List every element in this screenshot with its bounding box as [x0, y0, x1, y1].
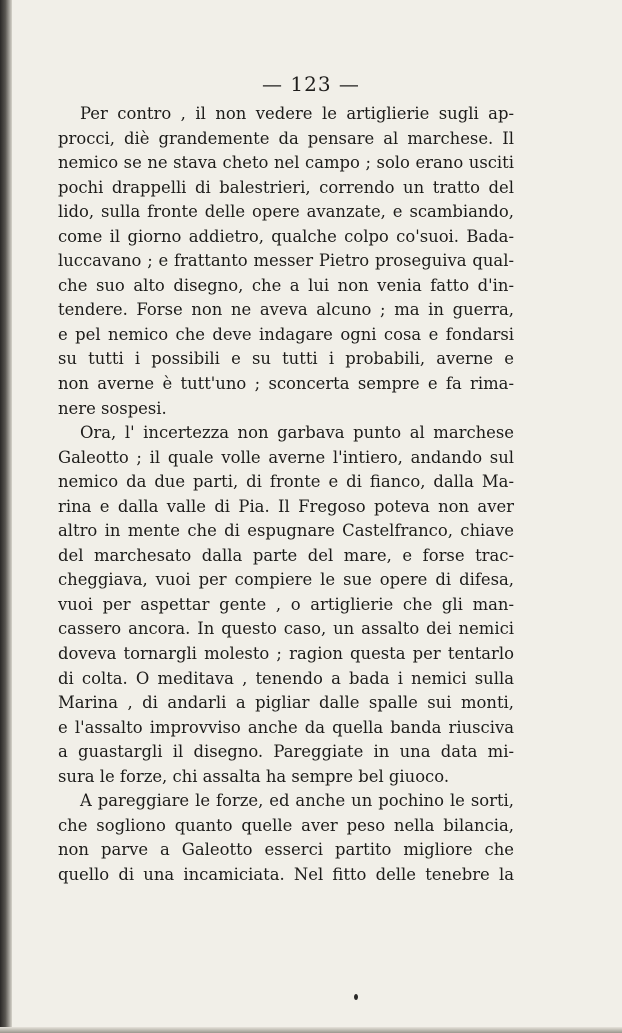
text-line: rina e dalla valle di Pia. Il Fregoso poteva non aver	[58, 496, 514, 516]
text-line: Per contro , il non vedere le artiglierie sugli ap-	[80, 104, 514, 123]
text-line: e pel nemico che deve indagare ogni cosa e fondarsi	[58, 324, 514, 344]
text-line: luccavano ; e frattanto messer Pietro proseguiva qual-	[58, 251, 514, 271]
text-line: di colta. O meditava , tenendo a bada i nemici sulla	[58, 668, 514, 688]
text-line: e l'assalto improvviso anche da quella banda riusciva	[58, 717, 514, 737]
text-line: lido, sulla fronte delle opere avanzate, e scambiando,	[58, 202, 514, 222]
text-line: A pareggiare le forze, ed anche un pochino le sorti,	[80, 791, 514, 811]
text-line: quello di una incamiciata. Nel fitto delle tenebre la	[58, 864, 514, 884]
text-line: non parve a Galeotto esserci partito migliore che	[58, 840, 514, 860]
text-line: nemico da due parti, di fronte e di fianco, dalla Ma-	[58, 472, 514, 492]
text-line: Ora, l' incertezza non garbava punto al marchese	[80, 423, 514, 443]
text-line: cassero ancora. In questo caso, un assalto dei nemici	[58, 619, 514, 639]
text-line: Galeotto ; il quale volle averne l'intiero, andando sul	[58, 447, 514, 467]
text-line: del marchesato dalla parte del mare, e forse trac-	[58, 545, 514, 565]
text-line: pochi drappelli di balestrieri, correndo un tratto del	[58, 177, 514, 197]
page-bottom-edge	[0, 1027, 622, 1033]
page-binding-edge	[0, 0, 12, 1033]
text-line: a guastargli il disegno. Pareggiate in una data mi-	[58, 742, 514, 762]
ink-speck	[354, 994, 358, 1000]
text-line: che suo alto disegno, che a lui non venia fatto d'in-	[58, 275, 514, 295]
text-line: su tutti i possibili e su tutti i probabili, averne e	[58, 349, 514, 369]
text-line: nere sospesi.	[58, 398, 167, 418]
text-line: altro in mente che di espugnare Castelfranco, chiave	[58, 521, 514, 541]
text-line: cheggiava, vuoi per compiere le sue opere di difesa,	[58, 570, 514, 590]
text-line: Marina , di andarli a pigliar dalle spalle sui monti,	[58, 693, 514, 713]
text-line: sura le forze, chi assalta ha sempre bel giuoco.	[58, 766, 450, 786]
page-number-header: — 123 —	[262, 72, 360, 96]
text-line: non averne è tutt'uno ; sconcerta sempre e fa rima-	[58, 374, 514, 394]
text-line: procci, diè grandemente da pensare al marchese. Il	[58, 128, 514, 148]
text-line: doveva tornargli molesto ; ragion questa per tentarlo	[58, 644, 514, 664]
text-line: come il giorno addietro, qualche colpo co'suoi. Bada-	[58, 226, 514, 246]
text-line: che sogliono quanto quelle aver peso nella bilancia,	[58, 815, 514, 835]
body-text	[58, 102, 514, 888]
text-line: vuoi per aspettar gente , o artiglierie che gli man-	[58, 594, 514, 614]
text-line: tendere. Forse non ne aveva alcuno ; ma in guerra,	[58, 300, 514, 320]
text-line: nemico se ne stava cheto nel campo ; solo erano usciti	[58, 153, 514, 173]
